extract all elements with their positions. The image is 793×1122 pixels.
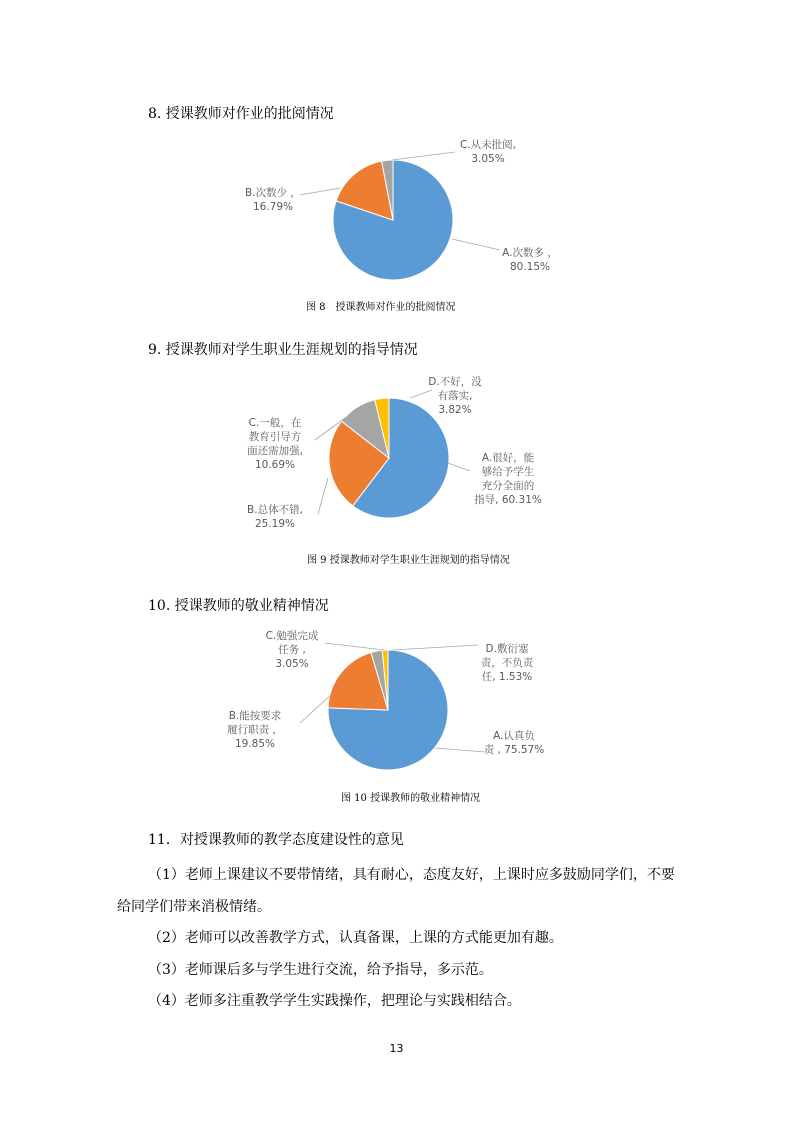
figure9-caption: 图 9 授课教师对学生职业生涯规划的指导情况 bbox=[307, 555, 510, 566]
page-number: 13 bbox=[389, 1042, 404, 1055]
suggestion-2: （2）老师可以改善教学方式，认真备课，上课的方式能更加有趣。 bbox=[148, 930, 563, 946]
suggestion-1-line2: 给同学们带来消极情绪。 bbox=[117, 899, 271, 915]
data-label-1: A.很好，能够给予学生充分全面的指导, 60.31% bbox=[474, 452, 542, 506]
data-label-3: C.一般，在教育引导方面还需加强, 10.69% bbox=[247, 417, 303, 471]
leader-line-4 bbox=[410, 390, 432, 398]
section8-heading: 8. 授课教师对作业的批阅情况 bbox=[148, 106, 334, 122]
leader-line-1 bbox=[452, 239, 500, 250]
pie-chart-career-guidance bbox=[0, 368, 793, 543]
leader-line-2 bbox=[300, 188, 340, 195]
pie-chart-dedication bbox=[0, 625, 793, 785]
data-label-2: B.总体不错, 25.19% bbox=[247, 504, 303, 530]
figure10-caption: 图 10 授课教师的敬业精神情况 bbox=[341, 793, 481, 804]
section9-heading: 9. 授课教师对学生职业生涯规划的指导情况 bbox=[148, 342, 418, 358]
section10-heading: 10. 授课教师的敬业精神情况 bbox=[148, 598, 329, 614]
leader-line-1 bbox=[448, 463, 470, 471]
suggestion-1-line1: （1）老师上课建议不要带情绪，具有耐心，态度友好，上课时应多鼓励同学们，不要 bbox=[148, 867, 675, 883]
suggestion-4: （4）老师多注重教学学生实践操作，把理论与实践相结合。 bbox=[148, 993, 521, 1009]
leader-line-3 bbox=[392, 152, 455, 160]
data-label-1: A.认真负责 , 75.57% bbox=[483, 730, 545, 756]
suggestion-3: （3）老师课后多与学生进行交流，给予指导，多示范。 bbox=[148, 962, 493, 978]
data-label-4: D.敷衍塞责，不负责任, 1.53% bbox=[480, 643, 534, 683]
data-label-3: C.从未批阅, 3.05% bbox=[459, 139, 517, 165]
data-label-3: C.勉强完成任务 , 3.05% bbox=[265, 630, 319, 670]
data-label-2: B.次数少 ， 16.79% bbox=[245, 187, 301, 213]
leader-line-3 bbox=[325, 643, 384, 650]
data-label-2: B.能按要求履行职责 ， 19.85% bbox=[227, 710, 283, 750]
leader-line-2 bbox=[318, 478, 328, 514]
section11-heading: 11．对授课教师的教学态度建设性的意见 bbox=[148, 832, 404, 848]
leader-line-4 bbox=[393, 645, 478, 650]
data-label-1: A.次数多 ， 80.15% bbox=[502, 247, 558, 273]
leader-line-1 bbox=[435, 748, 485, 752]
data-label-4: D.不好，没有落实, 3.82% bbox=[428, 376, 482, 416]
figure8-caption: 图 8 授课教师对作业的批阅情况 bbox=[306, 302, 456, 313]
